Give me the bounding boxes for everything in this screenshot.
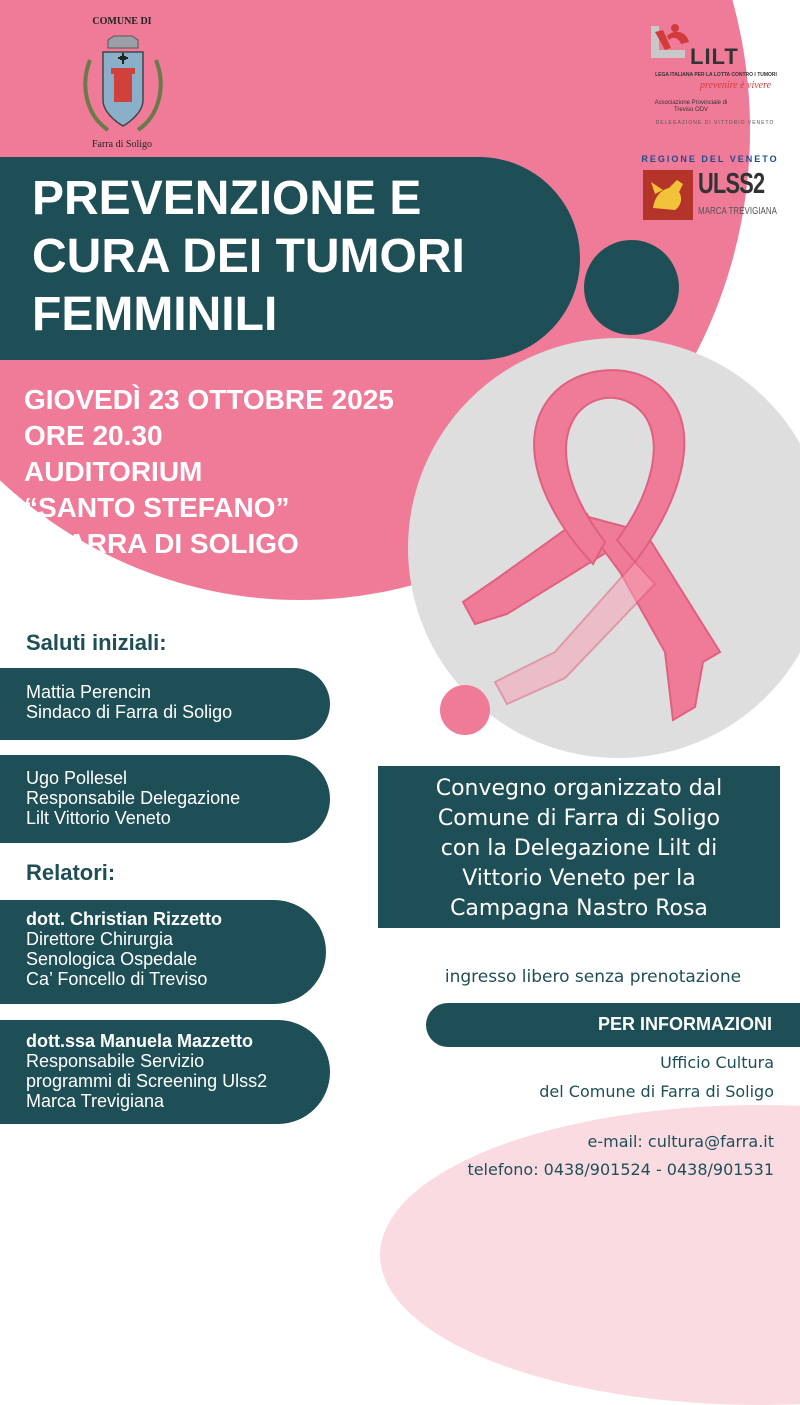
pink-ribbon-icon — [455, 352, 735, 737]
person-role: Lilt Vittorio Veneto — [26, 808, 171, 828]
speaker-card — [0, 900, 326, 1004]
title-line: PREVENZIONE E — [32, 172, 422, 225]
speakers-heading: Relatori: — [26, 860, 116, 885]
person-name: Mattia Perencin — [26, 682, 152, 702]
title-line: CURA DEI TUMORI — [32, 230, 465, 283]
event-venue-name: “SANTO STEFANO” — [24, 492, 290, 523]
speaker-role: Responsabile Servizio — [26, 1051, 205, 1071]
lilt-logo-icon — [645, 22, 693, 62]
teal-dot — [584, 240, 679, 335]
event-time: ORE 20.30 — [24, 420, 163, 451]
convegno-line: Campagna Nastro Rosa — [450, 896, 708, 921]
speaker-role: Direttore Chirurgia — [26, 929, 174, 949]
speaker-role: Senologica Ospedale — [26, 949, 198, 969]
municipal-crest-icon — [78, 30, 168, 138]
person-name: Ugo Pollesel — [26, 768, 128, 788]
ulss-subtitle: MARCA TREVIGIANA — [698, 206, 777, 217]
page-title — [32, 170, 572, 344]
event-details — [24, 382, 464, 562]
region-label: REGIONE DEL VENETO — [641, 154, 779, 164]
speaker-role: Ca’ Foncello di Treviso — [26, 969, 208, 989]
info-heading: PER INFORMAZIONI — [598, 1014, 772, 1034]
convegno-box — [378, 766, 780, 928]
comune-label: COMUNE DI — [92, 16, 152, 27]
contact-email[interactable]: e-mail: cultura@farra.it — [587, 1132, 774, 1151]
lilt-slogan: prevenire è vivere — [700, 80, 772, 91]
title-line: FEMMINILI — [32, 288, 278, 341]
person-role: Responsabile Delegazione — [26, 788, 241, 808]
event-venue: AUDITORIUM — [24, 456, 203, 487]
greeting-card — [0, 755, 330, 843]
lilt-name: LILT — [690, 44, 739, 69]
speaker-name: dott. Christian Rizzetto — [26, 909, 222, 929]
convegno-line: con la Delegazione Lilt di — [440, 836, 718, 861]
speaker-role: programmi di Screening Ulss2 — [26, 1071, 268, 1091]
ulss-name: ULSS2 — [698, 168, 765, 200]
speaker-role: Marca Trevigiana — [26, 1091, 165, 1111]
lilt-delegation: DELEGAZIONE DI VITTORIO VENETO — [655, 120, 775, 126]
lilt-full-name: LEGA ITALIANA PER LA LOTTA CONTRO I TUMORI — [655, 72, 777, 78]
office-department: del Comune di Farra di Soligo — [539, 1082, 774, 1101]
greeting-card — [0, 668, 330, 740]
lilt-association: Associazione Provinciale di Treviso ODV — [654, 100, 728, 113]
event-date: GIOVEDÌ 23 OTTOBRE 2025 — [24, 384, 394, 415]
speaker-card — [0, 1020, 330, 1124]
contact-phone[interactable]: telefono: 0438/901524 - 0438/901531 — [467, 1160, 774, 1179]
convegno-line: Comune di Farra di Soligo — [437, 806, 721, 831]
person-role: Sindaco di Farra di Soligo — [26, 702, 233, 722]
comune-name: Farra di Soligo — [92, 139, 152, 150]
greetings-heading: Saluti iniziali: — [26, 630, 167, 655]
event-place: A FARRA DI SOLIGO — [24, 528, 299, 559]
speaker-name: dott.ssa Manuela Mazzetto — [26, 1031, 254, 1051]
convegno-line: Vittorio Veneto per la — [462, 866, 696, 891]
lion-of-saint-mark-icon — [643, 170, 693, 220]
free-entry-note: ingresso libero senza prenotazione — [444, 967, 742, 987]
office-name: Ufficio Cultura — [660, 1053, 774, 1072]
convegno-line: Convegno organizzato dal — [435, 776, 723, 801]
